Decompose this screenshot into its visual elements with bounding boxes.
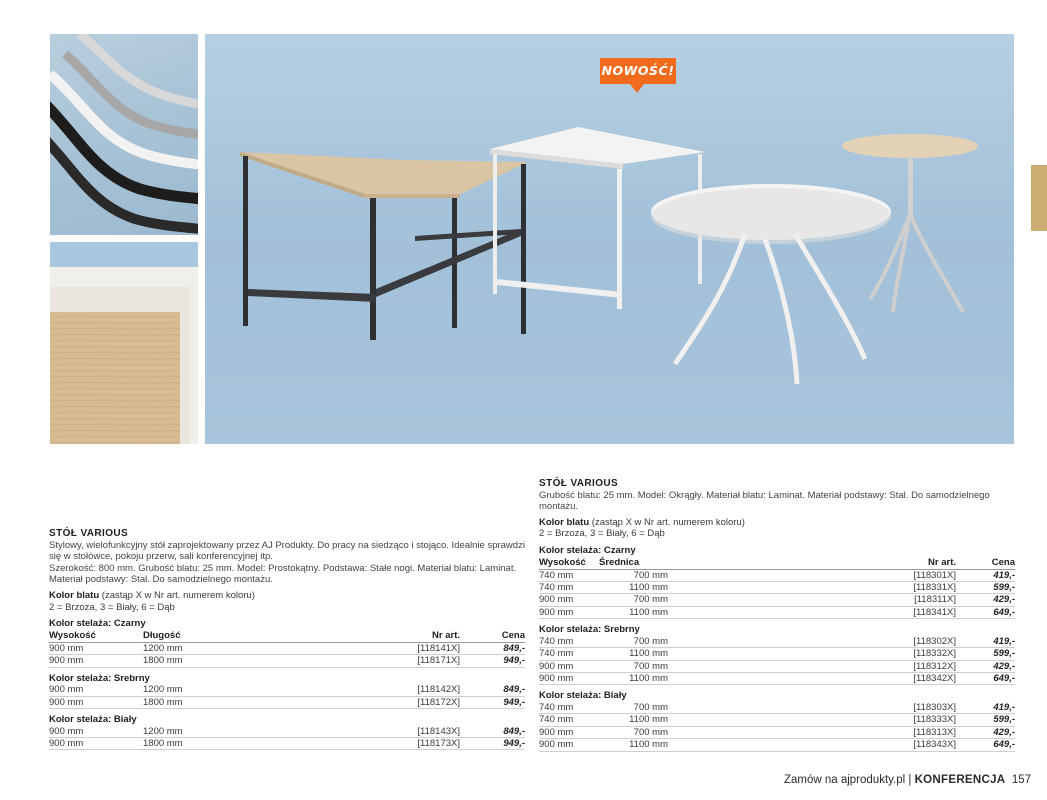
cell-diameter: 1100 mm [599, 606, 668, 618]
cell-diameter: 700 mm [599, 594, 668, 606]
cell-height: 900 mm [539, 606, 599, 618]
cell-price: 949,- [460, 737, 525, 749]
table-row [539, 660, 1015, 672]
cell-price: 649,- [956, 606, 1015, 618]
tables-product-photo [205, 34, 1014, 444]
frame-color-title: Kolor stelaża: Srebrny [539, 624, 640, 636]
frame-color-title: Kolor stelaża: Biały [539, 690, 627, 702]
table-row [49, 726, 525, 738]
cell-length: 1200 mm [143, 726, 283, 738]
cell-length: 1200 mm [143, 684, 283, 696]
new-badge-pointer [630, 84, 644, 93]
cell-price: 599,- [956, 714, 1015, 726]
new-badge [600, 58, 676, 84]
cell-price: 849,- [460, 726, 525, 738]
cell-height: 900 mm [49, 696, 143, 708]
table-row [539, 726, 1015, 738]
top-color-line [49, 590, 525, 602]
cell-diameter: 1100 mm [599, 648, 668, 660]
frame-color-title: Kolor stelaża: Czarny [49, 618, 146, 630]
table-row [49, 737, 525, 749]
cell-article-number: [118143X] [283, 726, 460, 738]
cell-length: 1800 mm [143, 737, 283, 749]
cell-height: 740 mm [539, 714, 599, 726]
cell-length: 1800 mm [143, 655, 283, 667]
cell-diameter: 1100 mm [599, 581, 668, 593]
top-color-codes: 2 = Brzoza, 3 = Biały, 6 = Dąb [49, 601, 175, 613]
cell-height: 900 mm [539, 726, 599, 738]
table-row [49, 655, 525, 667]
table-row [49, 684, 525, 696]
cell-length: 1800 mm [143, 696, 283, 708]
cell-article-number: [118343X] [668, 739, 956, 751]
price-tables [49, 618, 525, 750]
product-specs: Grubość blatu: 25 mm. Model: Okrągły. Materiał blatu: Laminat. Materiał podstawy: Stal. Do samodzielnego montażu. [539, 489, 990, 513]
cell-length: 1200 mm [143, 642, 283, 654]
cell-price: 429,- [956, 660, 1015, 672]
footer-section: KONFERENCJA [914, 774, 1006, 786]
cell-article-number: [118311X] [668, 594, 956, 606]
product-description: Stylowy, wielofunkcyjny stół zaprojektowany przez AJ Produkty. Do pracy na siedząco i stojąco. Idealnie sprawdzi się w stołówce, pokoju przerw, sali konferencyjnej itp. [49, 539, 525, 563]
cell-height: 900 mm [539, 739, 599, 751]
cell-article-number: [118142X] [283, 684, 460, 696]
cell-price: 419,- [956, 569, 1015, 581]
table-row [539, 714, 1015, 726]
cell-price: 429,- [956, 594, 1015, 606]
cell-diameter: 700 mm [599, 726, 668, 738]
cell-price: 599,- [956, 648, 1015, 660]
price-table [49, 630, 525, 668]
frame-profile-photo [50, 34, 198, 235]
table-header-row [49, 630, 525, 643]
cell-article-number: [118301X] [668, 569, 956, 581]
cell-height: 900 mm [49, 737, 143, 749]
table-row [539, 739, 1015, 751]
cell-price: 419,- [956, 636, 1015, 648]
product-title: STÓŁ VARIOUS [49, 528, 129, 539]
page-number: 157 [1011, 774, 1031, 786]
new-badge-label: NOWOŚĆ! [601, 63, 675, 78]
table-row [539, 648, 1015, 660]
product-title: STÓŁ VARIOUS [539, 478, 619, 489]
top-color-label: Kolor blatu [539, 516, 590, 528]
cell-price: 649,- [956, 673, 1015, 685]
top-color-label: Kolor blatu [49, 589, 100, 601]
top-color-note: (zastąp X w Nr art. numerem koloru) [99, 589, 255, 601]
cell-article-number: [118312X] [668, 660, 956, 672]
cell-diameter: 1100 mm [599, 739, 668, 751]
cell-price: 599,- [956, 581, 1015, 593]
round-table-section [539, 478, 1015, 752]
cell-height: 740 mm [539, 702, 599, 714]
cell-price: 849,- [460, 642, 525, 654]
column-header-art: Nr art. [668, 557, 956, 570]
cell-height: 900 mm [49, 726, 143, 738]
price-table [49, 726, 525, 751]
cell-price: 849,- [460, 684, 525, 696]
table-row [539, 636, 1015, 648]
footer-link-text[interactable]: Zamów na ajprodukty.pl | [783, 774, 915, 786]
price-table [49, 684, 525, 709]
column-header-diameter: Średnica [599, 557, 668, 570]
table-row [539, 594, 1015, 606]
cell-article-number: [118331X] [668, 581, 956, 593]
cell-height: 900 mm [49, 642, 143, 654]
price-table [539, 702, 1015, 752]
cell-diameter: 1100 mm [599, 714, 668, 726]
cell-height: 740 mm [539, 648, 599, 660]
table-row [539, 581, 1015, 593]
top-color-line [539, 517, 1015, 529]
cell-article-number: [118172X] [283, 696, 460, 708]
cell-price: 649,- [956, 739, 1015, 751]
cell-article-number: [118141X] [283, 642, 460, 654]
cell-price: 429,- [956, 726, 1015, 738]
cell-diameter: 700 mm [599, 702, 668, 714]
section-side-tab [1031, 165, 1047, 231]
column-header-height: Wysokość [539, 557, 599, 570]
table-row [539, 673, 1015, 685]
top-color-codes: 2 = Brzoza, 3 = Biały, 6 = Dąb [539, 528, 665, 540]
price-table [539, 557, 1015, 620]
cell-height: 900 mm [49, 684, 143, 696]
cell-article-number: [118333X] [668, 714, 956, 726]
cell-article-number: [118303X] [668, 702, 956, 714]
product-specs: Szerokość: 800 mm. Grubość blatu: 25 mm. Model: Prostokątny. Podstawa: Stałe nogi. Materiał blatu: Laminat. Materiał podstawy: Stal. Do samodzielnego montażu. [49, 562, 517, 586]
frame-color-title: Kolor stelaża: Czarny [539, 544, 636, 556]
cell-diameter: 700 mm [599, 569, 668, 581]
cell-height: 740 mm [539, 569, 599, 581]
cell-article-number: [118173X] [283, 737, 460, 749]
cell-height: 900 mm [539, 594, 599, 606]
cell-height: 900 mm [49, 655, 143, 667]
cell-price: 949,- [460, 655, 525, 667]
price-table [539, 636, 1015, 686]
cell-height: 740 mm [539, 581, 599, 593]
table-row [49, 696, 525, 708]
cell-article-number: [118313X] [668, 726, 956, 738]
column-header-height: Wysokość [49, 630, 143, 643]
frame-color-title: Kolor stelaża: Biały [49, 713, 137, 725]
cell-diameter: 700 mm [599, 636, 668, 648]
table-row [539, 702, 1015, 714]
cell-article-number: [118332X] [668, 648, 956, 660]
cell-diameter: 700 mm [599, 660, 668, 672]
price-tables [539, 545, 1015, 752]
top-color-note: (zastąp X w Nr art. numerem koloru) [589, 516, 745, 528]
table-header-row [539, 557, 1015, 570]
table-row [539, 569, 1015, 581]
cell-article-number: [118302X] [668, 636, 956, 648]
table-row [539, 606, 1015, 618]
cell-article-number: [118342X] [668, 673, 956, 685]
frame-color-title: Kolor stelaża: Srebrny [49, 672, 150, 684]
cell-height: 740 mm [539, 636, 599, 648]
laminate-sample-photo [50, 242, 198, 444]
table-row [49, 642, 525, 654]
cell-article-number: [118171X] [283, 655, 460, 667]
cell-article-number: [118341X] [668, 606, 956, 618]
column-header-price: Cena [460, 630, 525, 643]
column-header-art: Nr art. [283, 630, 460, 643]
cell-height: 900 mm [539, 673, 599, 685]
cell-diameter: 1100 mm [599, 673, 668, 685]
rectangular-table-section [49, 528, 525, 750]
column-header-price: Cena [956, 557, 1015, 570]
cell-price: 949,- [460, 696, 525, 708]
cell-price: 419,- [956, 702, 1015, 714]
column-header-length: Długość [143, 630, 283, 643]
page-footer [784, 774, 1031, 786]
cell-height: 900 mm [539, 660, 599, 672]
